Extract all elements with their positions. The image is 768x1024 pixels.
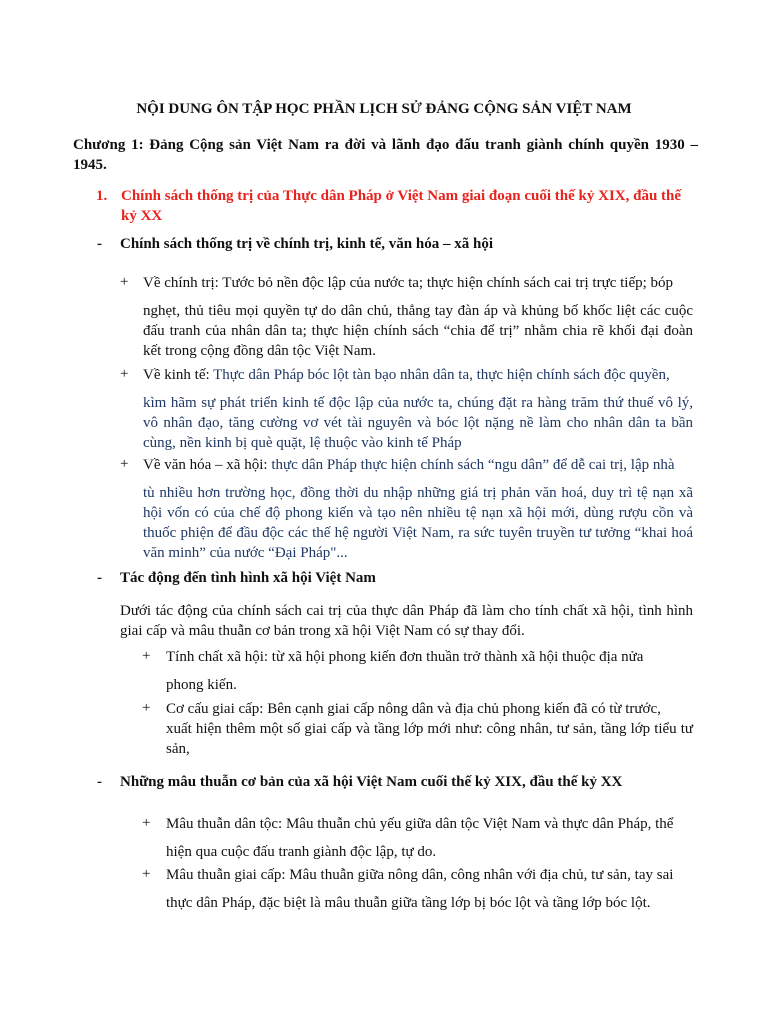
subheading-policy: Chính sách thống trị về chính trị, kinh tế, văn hóa – xã hội — [120, 236, 493, 252]
section-1-heading — [96, 186, 696, 226]
section-1-title: Chính sách thống trị của Thực dân Pháp ở Việt Nam giai đoạn cuối thế kỷ XIX, đầu thế kỷ XX — [121, 188, 682, 224]
subheading-impact: Tác động đến tình hình xã hội Việt Nam — [120, 570, 376, 586]
item-culture — [143, 455, 693, 563]
item-class-first: Mâu thuẫn giai cấp: Mâu thuẫn giữa nông dân, công nhân với địa chủ, tư sản, tay sai — [166, 867, 674, 883]
item-culture-first-text: thực dân Pháp thực hiện chính sách “ngu dân” để dễ cai trị, lập nhà — [271, 457, 675, 473]
plus-bullet: + — [142, 815, 151, 831]
item-social-nature-rest: phong kiến. — [166, 677, 237, 693]
item-class-structure-rest: xuất hiện thêm một số giai cấp và tầng lớp mới như: công nhân, tư sản, tầng lớp tiểu tư sản, — [166, 721, 693, 757]
item-class-structure — [166, 699, 693, 759]
impact-intro: Dưới tác động của chính sách cai trị của thực dân Pháp đã làm cho tính chất xã hội, tình hình giai cấp và mâu thuẫn cơ bản trong xã hội Việt Nam có sự thay đổi. — [120, 603, 693, 639]
item-social-nature — [166, 647, 693, 695]
item-culture-first-line — [143, 455, 693, 475]
item-culture-label: Về văn hóa – xã hội: — [143, 457, 268, 473]
dash-bullet: - — [97, 236, 102, 252]
dash-bullet: - — [97, 570, 102, 586]
item-economy-label: Về kinh tế: — [143, 367, 210, 383]
chapter-heading: Chương 1: Đảng Cộng sản Việt Nam ra đời và lãnh đạo đấu tranh giành chính quyền 1930 – 1945. — [73, 137, 698, 173]
plus-bullet: + — [120, 274, 129, 290]
plus-bullet: + — [120, 456, 129, 472]
dash-bullet: - — [97, 774, 102, 790]
plus-bullet: + — [120, 366, 129, 382]
section-number: 1. — [96, 188, 108, 204]
item-politics-first-line: Về chính trị: Tước bỏ nền độc lập của nước ta; thực hiện chính sách cai trị trực tiếp; bóp — [143, 275, 674, 291]
document-title: NỘI DUNG ÔN TẬP HỌC PHẦN LỊCH SỬ ĐẢNG CỘNG SẢN VIỆT NAM — [136, 101, 632, 117]
subheading-contradictions: Những mâu thuẫn cơ bản của xã hội Việt Nam cuối thế kỷ XIX, đầu thế kỷ XX — [120, 774, 623, 790]
item-class-contradiction — [166, 865, 693, 913]
item-national-first: Mâu thuẫn dân tộc: Mâu thuẫn chủ yếu giữa dân tộc Việt Nam và thực dân Pháp, thể — [166, 816, 674, 832]
item-economy-first-line — [143, 365, 693, 385]
item-national-rest: hiện qua cuộc đấu tranh giành độc lập, tự do. — [166, 844, 437, 860]
item-politics-rest: nghẹt, thủ tiêu mọi quyền tự do dân chủ, thẳng tay đàn áp và khủng bố khốc liệt các cuộc đấu tranh của nhân dân ta; thực hiện chính sách “chia để trị” nhằm chia rẽ khối đại đoàn kết trong cộng đồng dân tộc Việt Nam. — [143, 303, 693, 359]
plus-bullet: + — [142, 648, 151, 664]
item-economy-rest: kìm hãm sự phát triển kinh tế độc lập của nước ta, chúng đặt ra hàng trăm thứ thuế vô lý, vô nhân đạo, tăng cường vơ vét tài nguyên và bóc lột nặng nề làm cho nhân dân ta bần cùng, nền kinh bị què quặt, lệ thuộc vào kinh tế Pháp — [143, 395, 693, 451]
item-politics — [143, 273, 693, 361]
item-class-structure-first: Cơ cấu giai cấp: Bên cạnh giai cấp nông dân và địa chủ phong kiến đã có từ trước, — [166, 701, 661, 717]
item-economy-first-text: Thực dân Pháp bóc lột tàn bạo nhân dân ta, thực hiện chính sách độc quyền, — [213, 367, 670, 383]
item-national-contradiction — [166, 814, 693, 862]
item-culture-rest: tù nhiều hơn trường học, đồng thời du nhập những giá trị phản văn hoá, duy trì tệ nạn xã hội vốn có của chế độ phong kiến và tạo nên nhiều tệ nạn xã hội mới, dùng rượu cồn và thuốc phiện để đầu độc các thế hệ người Việt Nam, ra sức tuyên truyền tư tưởng “khai hoá văn minh” của nước “Đại Pháp"... — [143, 485, 693, 561]
plus-bullet: + — [142, 700, 151, 716]
plus-bullet: + — [142, 866, 151, 882]
item-class-rest: thực dân Pháp, đặc biệt là mâu thuẫn giữa tầng lớp bị bóc lột và tầng lớp bóc lột. — [166, 895, 651, 911]
item-economy — [143, 365, 693, 453]
item-social-nature-first: Tính chất xã hội: từ xã hội phong kiến đơn thuần trở thành xã hội thuộc địa nửa — [166, 649, 644, 665]
